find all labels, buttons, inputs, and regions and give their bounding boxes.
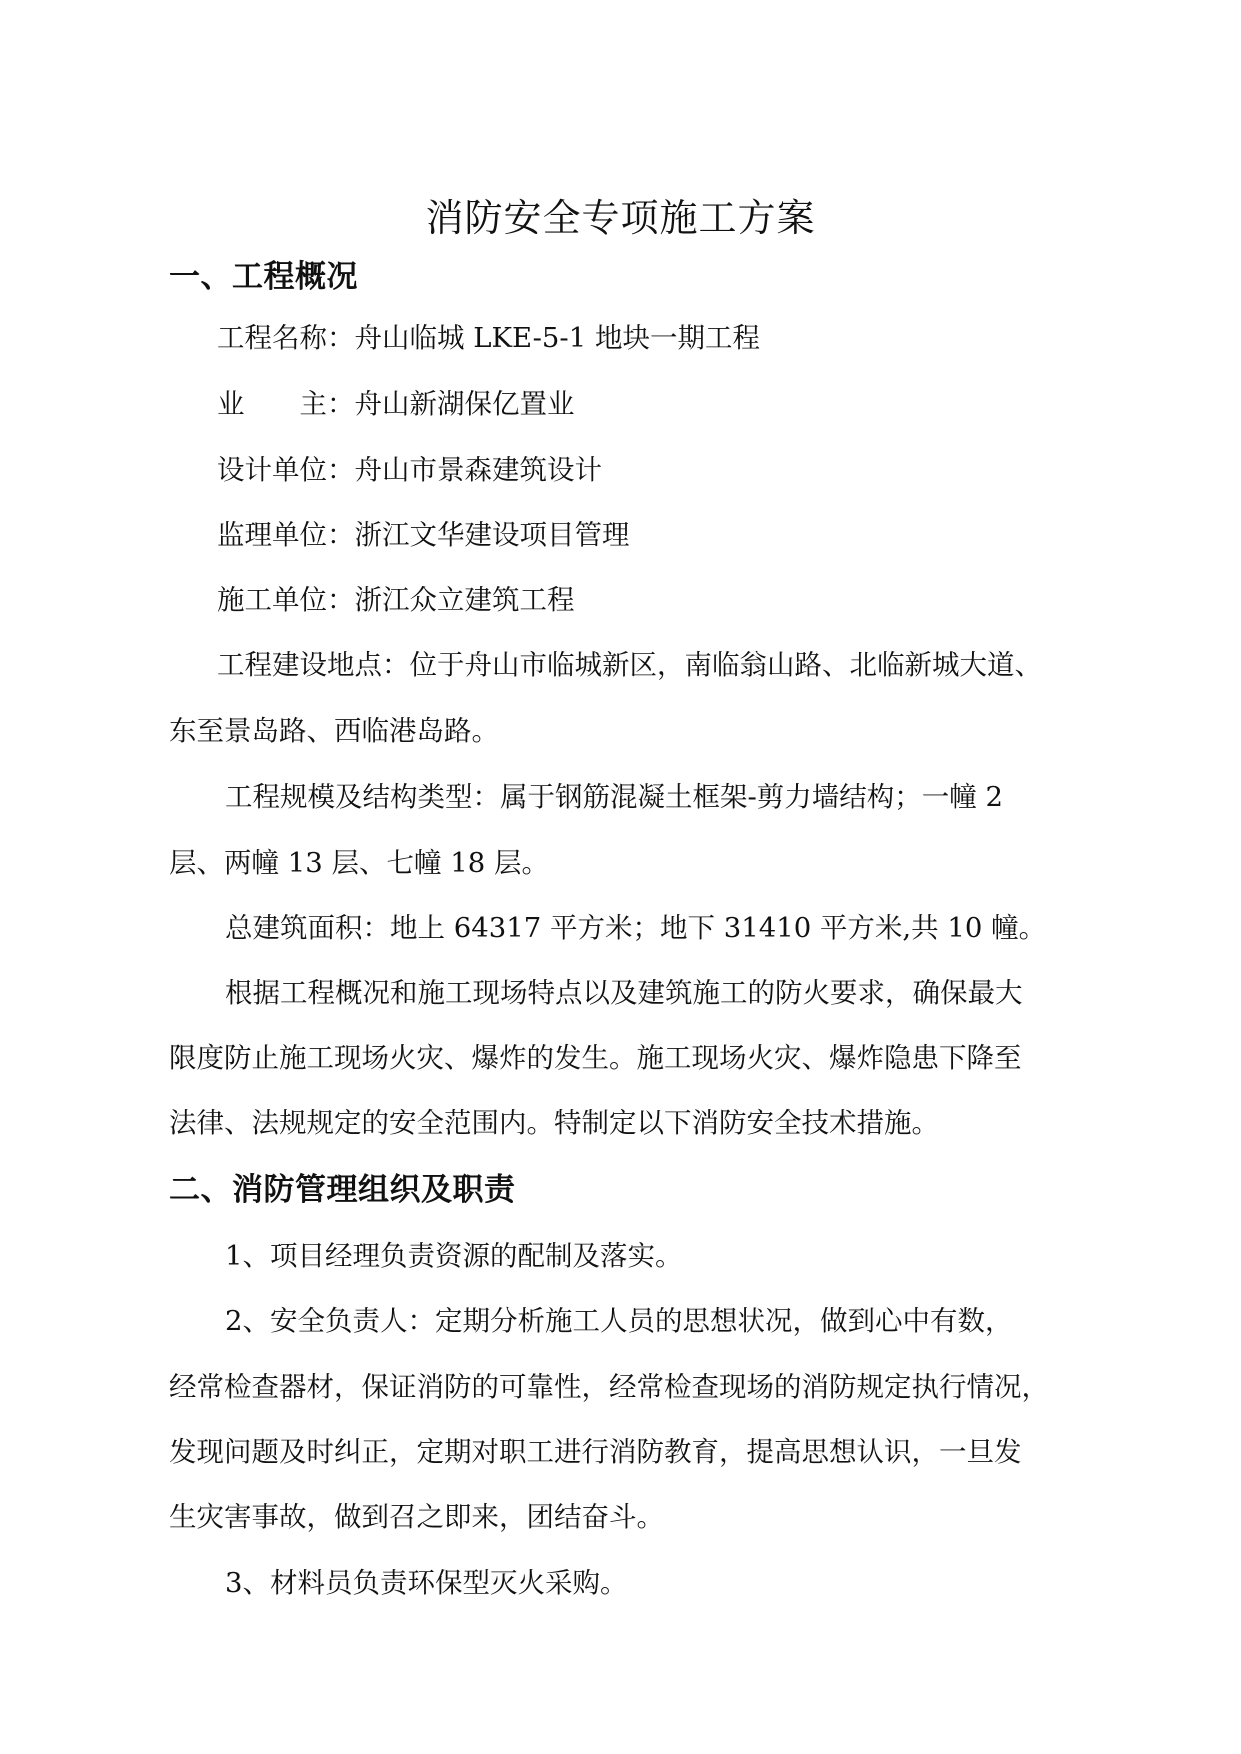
paragraph-line-3: 法律、法规规定的安全范围内。特制定以下消防安全技术措施。 — [169, 1107, 939, 1139]
scale-line-1: 工程规模及结构类型：属于钢筋混凝土框架-剪力墙结构；一幢 2 — [225, 781, 1004, 813]
owner-line: 业 主：舟山新湖保亿置业 — [217, 388, 575, 420]
contractor-line: 施工单位：浙江众立建筑工程 — [217, 584, 575, 616]
designer-line: 设计单位：舟山市景森建筑设计 — [217, 454, 602, 486]
document-title: 消防安全专项施工方案 — [425, 196, 816, 240]
location-line-2: 东至景岛路、西临港岛路。 — [169, 715, 499, 747]
duty-item-2-line-3: 发现问题及时纠正，定期对职工进行消防教育，提高思想认识，一旦发 — [169, 1436, 1022, 1468]
section-heading-overview: 一、工程概况 — [169, 259, 358, 295]
paragraph-line-1: 根据工程概况和施工现场特点以及建筑施工的防火要求，确保最大 — [225, 977, 1023, 1009]
location-line-1: 工程建设地点：位于舟山市临城新区，南临翁山路、北临新城大道、 — [217, 649, 1042, 681]
section-heading-organization: 二、消防管理组织及职责 — [169, 1172, 516, 1208]
area-line: 总建筑面积：地上 64317 平方米；地下 31410 平方米,共 10 幢。 — [225, 912, 1047, 944]
project-name-line: 工程名称：舟山临城 LKE-5-1 地块一期工程 — [217, 322, 760, 354]
duty-item-2-line-4: 生灾害事故，做到召之即来，团结奋斗。 — [169, 1501, 664, 1533]
supervisor-line: 监理单位：浙江文华建设项目管理 — [217, 519, 630, 551]
paragraph-line-2: 限度防止施工现场火灾、爆炸的发生。施工现场火灾、爆炸隐患下降至 — [169, 1042, 1022, 1074]
duty-item-3: 3、材料员负责环保型灭火采购。 — [225, 1567, 628, 1599]
duty-item-2-line-2: 经常检查器材，保证消防的可靠性，经常检查现场的消防规定执行情况， — [169, 1371, 1049, 1403]
duty-item-1: 1、项目经理负责资源的配制及落实。 — [225, 1240, 683, 1272]
duty-item-2-line-1: 2、安全负责人：定期分析施工人员的思想状况，做到心中有数， — [225, 1305, 1013, 1337]
scale-line-2: 层、两幢 13 层、七幢 18 层。 — [169, 847, 549, 879]
